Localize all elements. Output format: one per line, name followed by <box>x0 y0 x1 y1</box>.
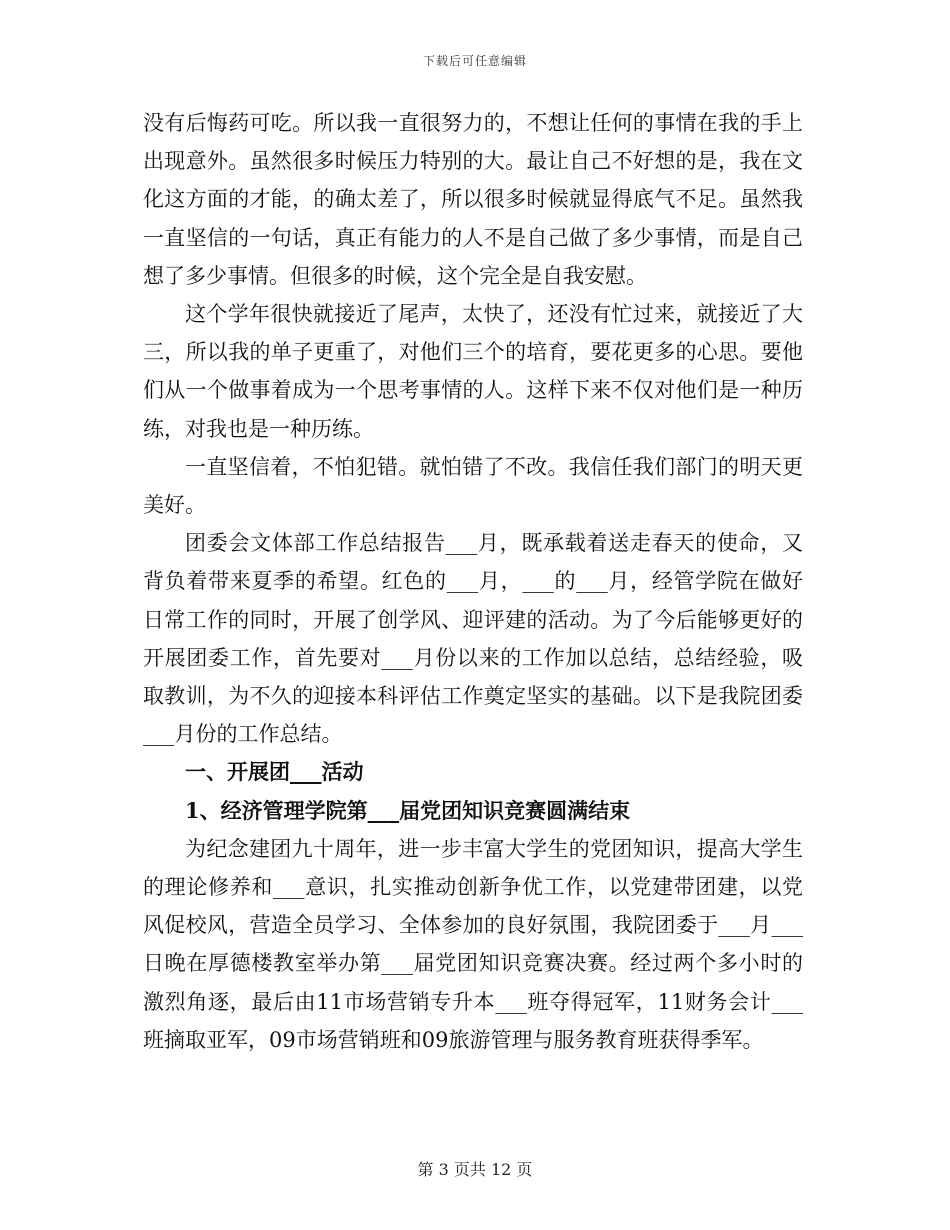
section-heading-1: 一、开展团___活动 <box>185 759 364 785</box>
page-footer: 第 3 页共 12 页 <box>417 1160 533 1179</box>
paragraph-2: 这个学年很快就接近了尾声，太快了，还没有忙过来，就接近了大三，所以我的单子更重了，对他们三个的培育，要花更多的心思。要他们从一个做事着成为一个思考事情的人。这样下来不仅对他们是一种历练，对我也是一种历练。 <box>143 302 803 441</box>
paragraph-5: 为纪念建团九十周年，进一步丰富大学生的党团知识，提高大学生的理论修养和___意识，扎实推动创新争优工作，以党建带团建，以党风促校风，营造全员学习、全体参加的良好氛围，我院团委于___月___日晚在厚德楼教室举办第___届党团知识竞赛决赛。经过两个多小时的激烈角逐，最后由11市场营销专升本___班夺得冠军，11财务会计___班摘取亚军，09市场营销班和09旅游管理与服务教育班获得季军。 <box>143 836 803 1052</box>
paragraph-4: 团委会文体部工作总结报告___月，既承载着送走春天的使命，又背负着带来夏季的希望。红色的___月，___的___月，经管学院在做好日常工作的同时，开展了创学风、迎评建的活动。为了今后能够更好的开展团委工作，首先要对___月份以来的工作加以总结，总结经验，吸取教训，为不久的迎接本科评估工作奠定坚实的基础。以下是我院团委___月份的工作总结。 <box>143 531 803 747</box>
document-body <box>143 104 803 1059</box>
paragraph-3: 一直坚信着，不怕犯错。就怕错了不改。我信任我们部门的明天更美好。 <box>143 454 803 518</box>
paragraph-1: 没有后悔药可吃。所以我一直很努力的，不想让任何的事情在我的手上出现意外。虽然很多时候压力特别的大。最让自己不好想的是，我在文化这方面的才能，的确太差了，所以很多时候就显得底气不足。虽然我一直坚信的一句话，真正有能力的人不是自己做了多少事情，而是自己想了多少事情。但很多的时候，这个完全是自我安慰。 <box>143 111 803 288</box>
page-header: 下载后可任意编辑 <box>422 54 527 68</box>
subsection-heading-1: 1、经济管理学院第___届党团知识竞赛圆满结束 <box>185 797 631 823</box>
